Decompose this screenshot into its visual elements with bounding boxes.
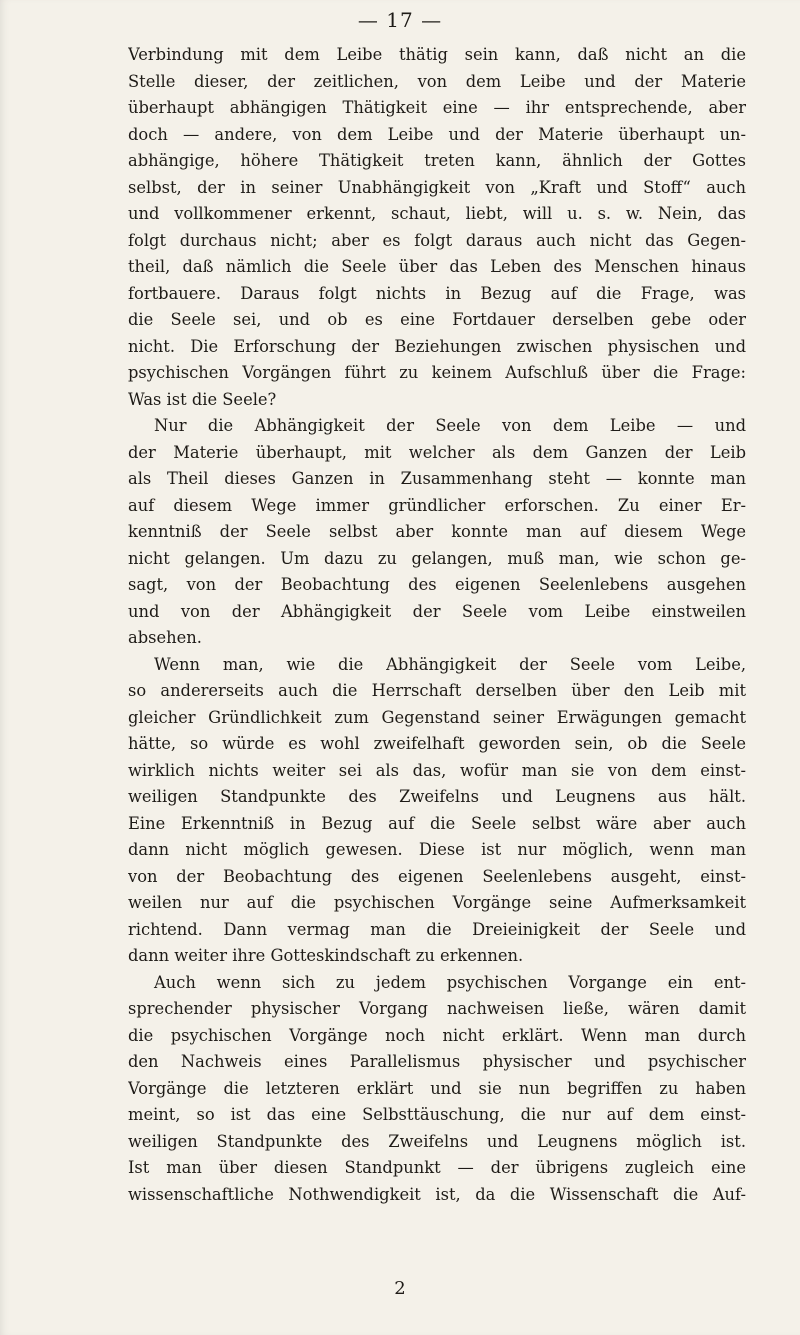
text-line: Nur die Abhängigkeit der Seele von dem Leibe — und xyxy=(154,416,746,435)
text-line: sprechender physischer Vorgang nachweisen ließe, wären damit xyxy=(128,999,746,1018)
text-line: wirklich nichts weiter sei als das, wofür man sie von dem einst- xyxy=(128,760,746,780)
text-line: fortbauere. Daraus folgt nichts in Bezug auf die Frage, was xyxy=(128,283,746,303)
text-line: die Seele sei, und ob es eine Fortdauer derselben gebe oder xyxy=(128,310,746,329)
text-line: nicht gelangen. Um dazu zu gelangen, muß man, wie schon ge- xyxy=(128,548,746,568)
text-line: der Materie überhaupt, mit welcher als dem Ganzen der Leib xyxy=(128,442,746,462)
text-line: weiligen Standpunkte des Zweifelns und Leugnens aus hält. xyxy=(128,787,746,806)
text-line: dann nicht möglich gewesen. Diese ist nur möglich, wenn man xyxy=(128,840,746,859)
text-line: selbst, der in seiner Unabhängigkeit von „Kraft und Stoff“ auch xyxy=(128,177,746,197)
text-line: von der Beobachtung des eigenen Seelenlebens ausgeht, einst- xyxy=(128,866,746,886)
text-line: absehen. xyxy=(128,628,202,647)
text-line: weiligen Standpunkte des Zweifelns und Leugnens möglich ist. xyxy=(128,1131,746,1151)
text-line: gleicher Gründlichkeit zum Gegenstand seiner Erwägungen gemacht xyxy=(128,707,746,727)
text-line: Verbindung mit dem Leibe thätig sein kann, daß nicht an die xyxy=(128,45,746,64)
text-line: auf diesem Wege immer gründlicher erforschen. Zu einer Er- xyxy=(128,495,746,515)
page-number: — 17 — xyxy=(357,8,443,32)
text-line: die psychischen Vorgänge noch nicht erklärt. Wenn man durch xyxy=(128,1025,746,1045)
text-line: wissenschaftliche Nothwendigkeit ist, da die Wissenschaft die Auf- xyxy=(128,1184,746,1204)
text-line: den Nachweis eines Parallelismus physischer und psychischer xyxy=(128,1052,746,1071)
text-line: meint, so ist das eine Selbsttäuschung, die nur auf dem einst- xyxy=(128,1105,746,1124)
text-line: als Theil dieses Ganzen in Zusammenhang steht — konnte man xyxy=(128,469,746,488)
text-line: kenntniß der Seele selbst aber konnte man auf diesem Wege xyxy=(128,522,746,541)
text-line: psychischen Vorgängen führt zu keinem Aufschluß über die Frage: xyxy=(128,363,746,382)
paragraph xyxy=(128,652,746,970)
text-line: Stelle dieser, der zeitlichen, von dem Leibe und der Materie xyxy=(128,71,746,91)
text-line: so andererseits auch die Herrschaft derselben über den Leib mit xyxy=(128,681,746,700)
text-line: und vollkommener erkennt, schaut, liebt, will u. s. w. Nein, das xyxy=(128,204,746,223)
signature-mark: 2 xyxy=(394,1278,406,1299)
text-line: weilen nur auf die psychischen Vorgänge seine Aufmerksamkeit xyxy=(128,893,746,912)
text-line: richtend. Dann vermag man die Dreieinigkeit der Seele und xyxy=(128,919,746,939)
text-line: folgt durchaus nicht; aber es folgt daraus auch nicht das Gegen- xyxy=(128,230,746,250)
paragraph xyxy=(128,970,746,1209)
text-line: überhaupt abhängigen Thätigkeit eine — ihr entsprechende, aber xyxy=(128,98,746,117)
text-line: abhängige, höhere Thätigkeit treten kann, ähnlich der Gottes xyxy=(128,151,746,170)
paragraph xyxy=(128,42,746,413)
text-line: Ist man über diesen Standpunkt — der übrigens zugleich eine xyxy=(128,1158,746,1177)
text-line: Vorgänge die letzteren erklärt und sie nun begriffen zu haben xyxy=(128,1078,746,1098)
text-line: sagt, von der Beobachtung des eigenen Seelenlebens ausgehen xyxy=(128,575,746,594)
text-line: Auch wenn sich zu jedem psychischen Vorgange ein ent- xyxy=(154,972,746,992)
text-line: Wenn man, wie die Abhängigkeit der Seele vom Leibe, xyxy=(154,654,746,674)
text-line: dann weiter ihre Gotteskindschaft zu erkennen. xyxy=(128,946,524,965)
text-line: theil, daß nämlich die Seele über das Leben des Menschen hinaus xyxy=(128,257,746,276)
text-line: Was ist die Seele? xyxy=(128,389,277,409)
text-line: und von der Abhängigkeit der Seele vom Leibe einstweilen xyxy=(128,601,746,621)
text-line: doch — andere, von dem Leibe und der Materie überhaupt un- xyxy=(128,124,746,144)
body-text xyxy=(128,42,746,1208)
text-line: hätte, so würde es wohl zweifelhaft geworden sein, ob die Seele xyxy=(128,734,746,753)
text-line: Eine Erkenntniß in Bezug auf die Seele selbst wäre aber auch xyxy=(128,813,746,833)
text-line: nicht. Die Erforschung der Beziehungen zwischen physischen und xyxy=(128,336,746,356)
paragraph xyxy=(128,413,746,652)
